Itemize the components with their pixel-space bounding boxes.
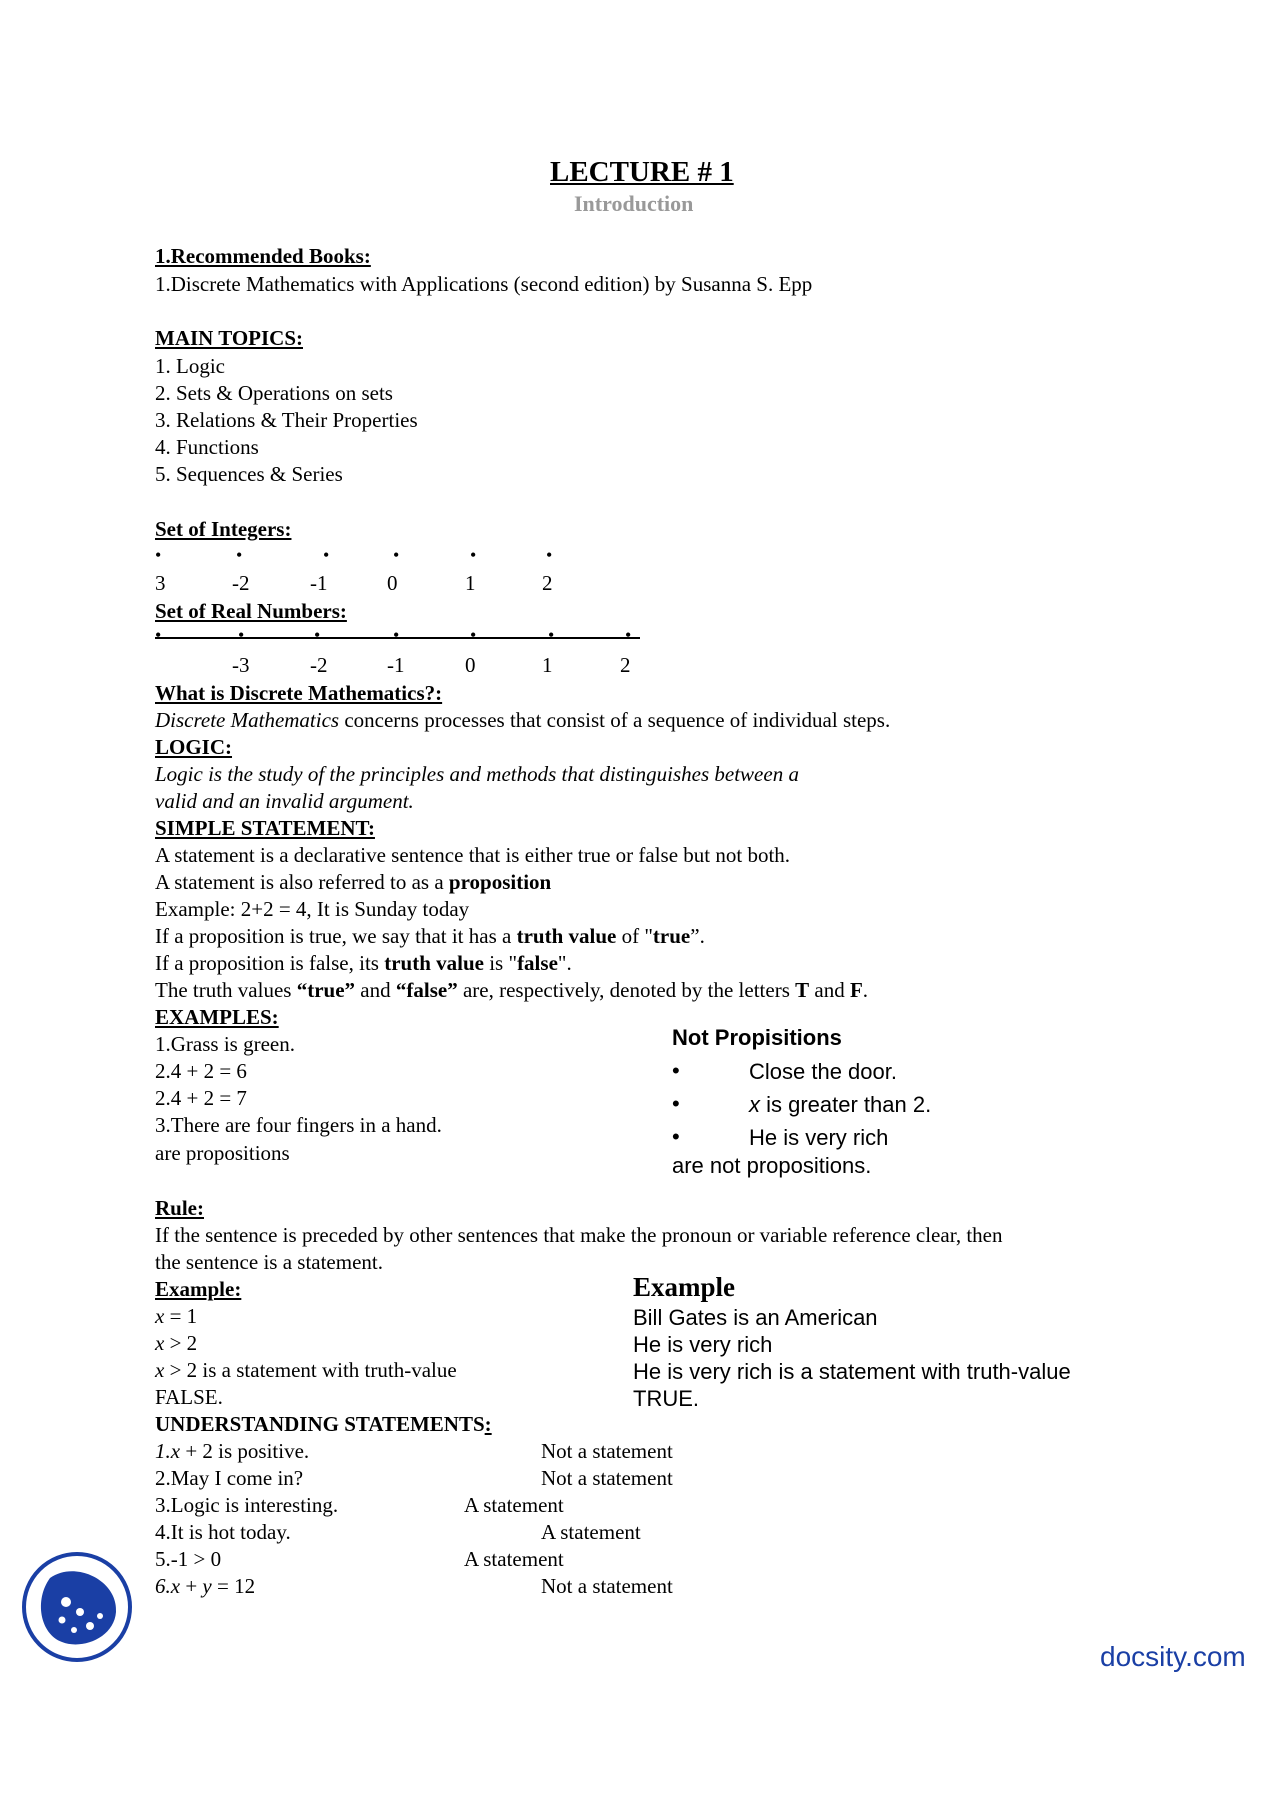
not-props-footer: are not propositions. bbox=[672, 1153, 872, 1178]
topic-item: 2. Sets & Operations on sets bbox=[155, 381, 393, 405]
text-span: false bbox=[517, 951, 558, 975]
text-span: truth value bbox=[516, 924, 617, 948]
understanding-expression: 2.May I come in? bbox=[155, 1466, 304, 1490]
understanding-verdict: Not a statement bbox=[541, 1439, 673, 1463]
integer-label: 1 bbox=[465, 571, 476, 595]
text-span: truth value bbox=[384, 951, 484, 975]
simple-line bbox=[155, 926, 705, 947]
text-span: > 2 bbox=[164, 1331, 198, 1355]
bullet-dot: • bbox=[672, 1091, 680, 1116]
simple-line bbox=[155, 953, 572, 974]
text-span: “true” bbox=[296, 978, 356, 1002]
real-dot: • bbox=[314, 625, 321, 645]
example-right-line: He is very rich is a statement with truth-value bbox=[633, 1359, 1071, 1384]
example-item: 2.4 + 2 = 6 bbox=[155, 1059, 247, 1083]
real-dot: • bbox=[548, 625, 555, 645]
text-span: true bbox=[652, 924, 691, 948]
rule-heading: Rule: bbox=[155, 1196, 204, 1220]
logo-dot bbox=[76, 1608, 84, 1616]
bullet-dot: • bbox=[672, 1124, 680, 1149]
integer-dot: • bbox=[155, 545, 162, 565]
logic-line: valid and an invalid argument. bbox=[155, 789, 414, 813]
text-span: : bbox=[484, 1412, 492, 1436]
logo-dot bbox=[71, 1627, 77, 1633]
integer-label: -2 bbox=[232, 571, 250, 595]
docsity-logo-icon bbox=[20, 1550, 134, 1664]
text-span: = 12 bbox=[211, 1574, 256, 1598]
text-span: is greater than 2. bbox=[760, 1092, 932, 1117]
integers-heading: Set of Integers: bbox=[155, 517, 292, 541]
text-span: If a proposition is true, we say that it has a bbox=[155, 924, 517, 948]
variable-x: x bbox=[155, 1358, 165, 1382]
simple-line bbox=[155, 872, 551, 893]
not-prop-item bbox=[749, 1094, 931, 1116]
understanding-expression bbox=[155, 1441, 309, 1462]
text-span: + bbox=[180, 1574, 203, 1598]
page-title: LECTURE # 1 bbox=[550, 156, 734, 188]
integer-dot: • bbox=[393, 545, 400, 565]
not-prop-item: He is very rich bbox=[749, 1125, 889, 1150]
text-span: = 1 bbox=[164, 1304, 198, 1328]
integer-label: 3 bbox=[155, 571, 166, 595]
not-props-heading: Not Propisitions bbox=[672, 1025, 842, 1050]
rule-line: If the sentence is preceded by other sentences that make the pronoun or variable reference clear, then bbox=[155, 1223, 1003, 1247]
integer-label: -1 bbox=[310, 571, 328, 595]
example-item: 3.There are four fingers in a hand. bbox=[155, 1113, 442, 1137]
example-left-line bbox=[155, 1333, 197, 1354]
logic-line: Logic is the study of the principles and methods that distinguishes between a bbox=[155, 762, 799, 786]
integer-dot: • bbox=[546, 545, 553, 565]
text-span: “false” bbox=[395, 978, 458, 1002]
example-left-line bbox=[155, 1360, 457, 1381]
example-right-line: He is very rich bbox=[633, 1332, 773, 1357]
example-left-heading: Example: bbox=[155, 1277, 242, 1301]
real-label: -1 bbox=[387, 653, 405, 677]
topics-heading: MAIN TOPICS: bbox=[155, 326, 303, 350]
topic-item: 1. Logic bbox=[155, 354, 225, 378]
example-item: 1.Grass is green. bbox=[155, 1032, 295, 1056]
simple-line: Example: 2+2 = 4, It is Sunday today bbox=[155, 897, 470, 921]
books-heading: 1.Recommended Books: bbox=[155, 244, 371, 268]
simple-line bbox=[155, 980, 868, 1001]
discrete-heading: What is Discrete Mathematics?: bbox=[155, 681, 443, 705]
books-item: 1.Discrete Mathematics with Applications (second edition) by Susanna S. Epp bbox=[155, 272, 813, 296]
real-dot: • bbox=[470, 625, 477, 645]
text-span: 6. bbox=[155, 1574, 171, 1598]
examples-heading: EXAMPLES: bbox=[155, 1005, 279, 1029]
variable-x: x bbox=[170, 1439, 181, 1463]
logo-dot bbox=[61, 1597, 71, 1607]
rule-line: the sentence is a statement. bbox=[155, 1250, 383, 1274]
example-item: 2.4 + 2 = 7 bbox=[155, 1086, 247, 1110]
example-right-line: TRUE. bbox=[633, 1386, 699, 1411]
example-item: are propositions bbox=[155, 1141, 290, 1165]
text-span: are, respectively, denoted by the letters bbox=[457, 978, 796, 1002]
understanding-verdict: A statement bbox=[464, 1547, 564, 1571]
simple-line: A statement is a declarative sentence that is either true or false but not both. bbox=[155, 843, 791, 867]
example-right-line: Bill Gates is an American bbox=[633, 1305, 878, 1330]
understanding-expression: 5.-1 > 0 bbox=[155, 1547, 222, 1571]
real-dot: • bbox=[238, 625, 245, 645]
integer-dot: • bbox=[470, 545, 477, 565]
real-dot: • bbox=[155, 625, 162, 645]
understanding-verdict: A statement bbox=[541, 1520, 641, 1544]
text-span: The truth values bbox=[155, 978, 297, 1002]
text-span: If a proposition is false, its bbox=[155, 951, 385, 975]
proposition-term: proposition bbox=[448, 870, 552, 894]
understanding-expression: 4.It is hot today. bbox=[155, 1520, 291, 1544]
bullet-dot: • bbox=[672, 1058, 680, 1083]
text-span: T bbox=[795, 978, 810, 1002]
logo-blob bbox=[41, 1571, 116, 1644]
example-left-line: FALSE. bbox=[155, 1385, 223, 1409]
text-span: 1. bbox=[155, 1439, 171, 1463]
reals-heading: Set of Real Numbers: bbox=[155, 599, 347, 623]
understanding-heading bbox=[155, 1414, 492, 1435]
text-span: F bbox=[849, 978, 863, 1002]
real-dot: • bbox=[393, 625, 400, 645]
understanding-expression bbox=[155, 1576, 255, 1597]
topic-item: 5. Sequences & Series bbox=[155, 462, 343, 486]
text-span: . bbox=[862, 978, 869, 1002]
understanding-verdict: Not a statement bbox=[541, 1466, 673, 1490]
discrete-definition bbox=[155, 710, 890, 731]
topic-item: 3. Relations & Their Properties bbox=[155, 408, 418, 432]
text-span: is " bbox=[483, 951, 518, 975]
text-span: and bbox=[355, 978, 396, 1002]
real-label: 0 bbox=[465, 653, 476, 677]
variable-x: x bbox=[155, 1304, 165, 1328]
integer-dot: • bbox=[323, 545, 330, 565]
logo-dot bbox=[97, 1613, 103, 1619]
understanding-verdict: Not a statement bbox=[541, 1574, 673, 1598]
real-dot: • bbox=[625, 625, 632, 645]
understanding-verdict: A statement bbox=[464, 1493, 564, 1517]
variable-x: x bbox=[155, 1331, 165, 1355]
variable-x: x bbox=[749, 1092, 760, 1117]
text-span: and bbox=[809, 978, 850, 1002]
integer-dot: • bbox=[236, 545, 243, 565]
variable-y: y bbox=[202, 1574, 212, 1598]
text-span: + 2 is positive. bbox=[180, 1439, 310, 1463]
text-span: ". bbox=[557, 951, 572, 975]
logic-heading: LOGIC: bbox=[155, 735, 233, 759]
docsity-watermark[interactable]: docsity.com bbox=[1100, 1641, 1246, 1672]
real-label: -2 bbox=[310, 653, 328, 677]
logo-dot bbox=[59, 1617, 66, 1624]
real-label: 2 bbox=[620, 653, 631, 677]
not-prop-item: Close the door. bbox=[749, 1059, 897, 1084]
text-span: > 2 is a statement with truth-value bbox=[164, 1358, 457, 1382]
integer-label: 0 bbox=[387, 571, 398, 595]
text-span: A statement is also referred to as a bbox=[155, 870, 449, 894]
example-left-line bbox=[155, 1306, 197, 1327]
logo-dot bbox=[86, 1622, 94, 1630]
page-subtitle: Introduction bbox=[574, 191, 694, 216]
integer-label: 2 bbox=[542, 571, 553, 595]
variable-x: x bbox=[170, 1574, 181, 1598]
simple-heading: SIMPLE STATEMENT: bbox=[155, 816, 375, 840]
topic-item: 4. Functions bbox=[155, 435, 259, 459]
real-label: 1 bbox=[542, 653, 553, 677]
text-span: of " bbox=[616, 924, 653, 948]
text-span: ”. bbox=[690, 924, 705, 948]
understanding-expression: 3.Logic is interesting. bbox=[155, 1493, 339, 1517]
discrete-term: Discrete Mathematics bbox=[155, 708, 340, 732]
real-label: -3 bbox=[232, 653, 250, 677]
example-right-heading: Example bbox=[633, 1272, 736, 1302]
text-span: UNDERSTANDING STATEMENTS bbox=[155, 1412, 485, 1436]
discrete-rest: concerns processes that consist of a sequence of individual steps. bbox=[339, 708, 891, 732]
